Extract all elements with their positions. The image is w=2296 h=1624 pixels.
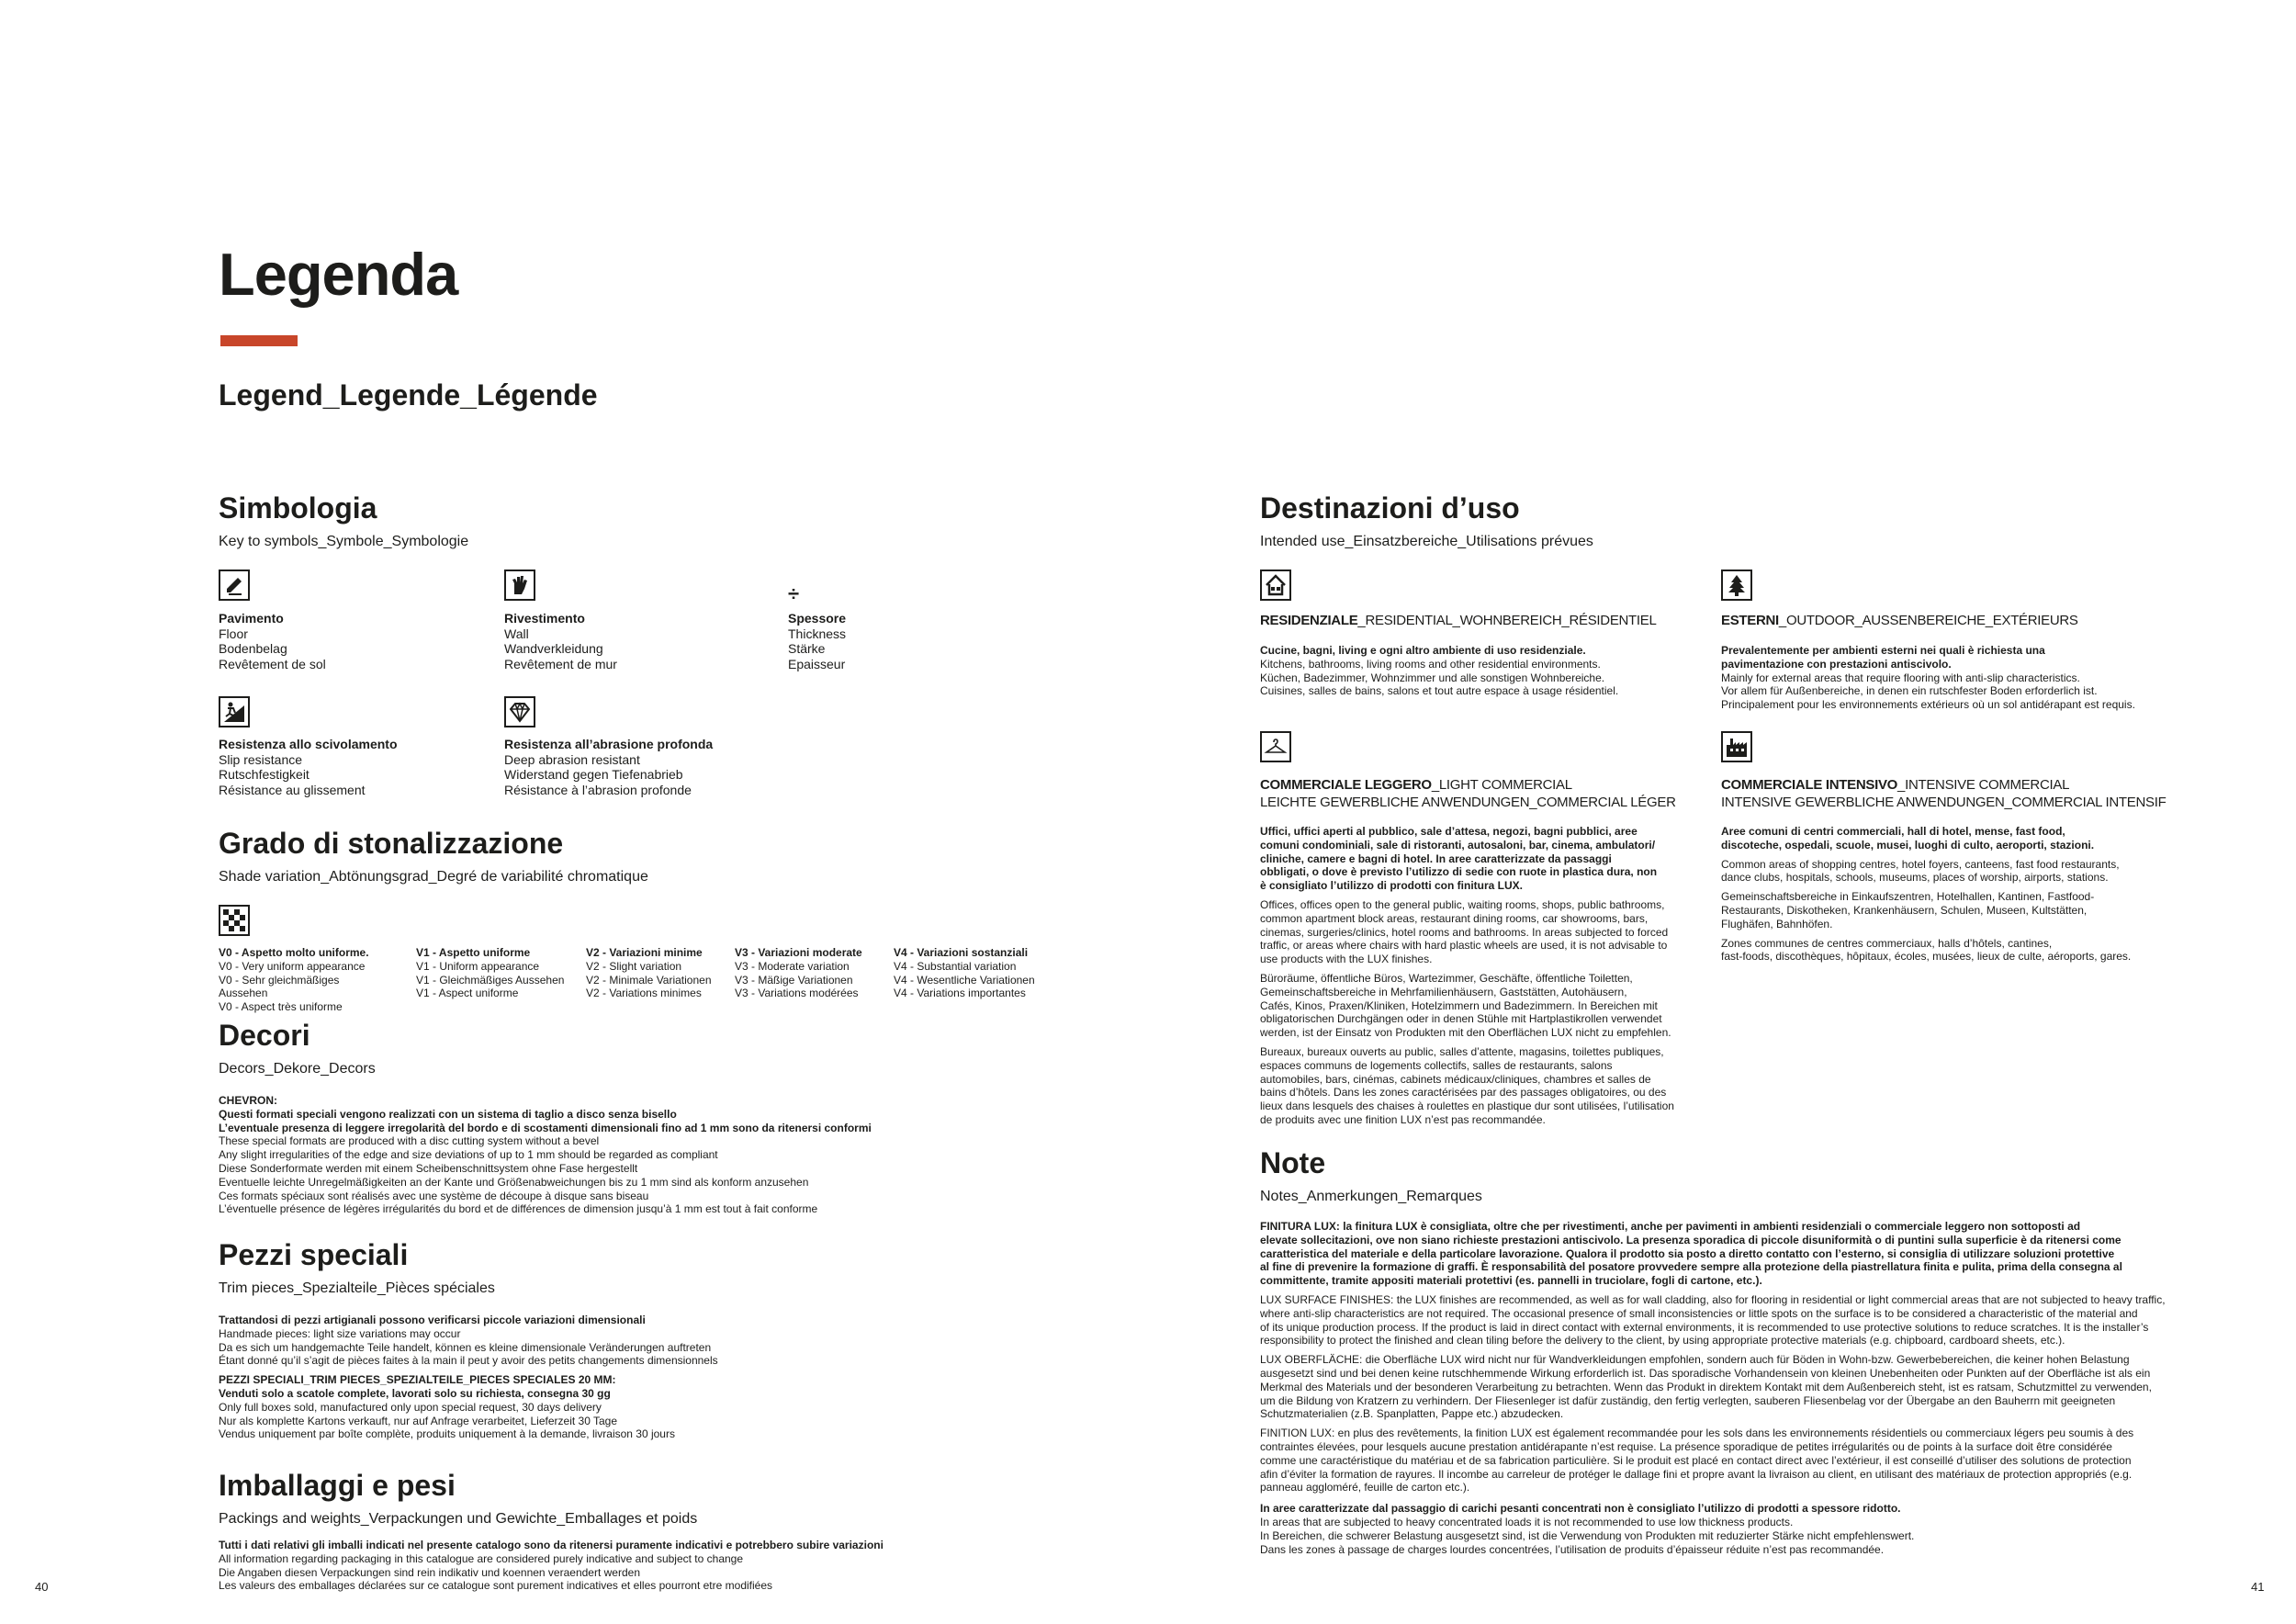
esterni-bold-line-1: Prevalentemente per ambienti esterni nei quali è richiesta una	[1721, 644, 2045, 657]
pezzi-line-5: Nur als komplette Kartons verkauft, nur auf Anfrage verarbeitet, Lieferzeit 30 Tage	[219, 1414, 618, 1427]
residenziale-body	[1260, 644, 1701, 698]
pezzi-line-2: Da es sich um handgemachte Teile handelt, können es kleine dimensionale Veränderungen auftreten	[219, 1340, 712, 1354]
simbologia-subheading: Key to symbols_Symbole_Symbologie	[219, 533, 469, 549]
note-subheading: Notes_Anmerkungen_Remarques	[1260, 1188, 1482, 1204]
leggero-de-2: Gemeinschaftsbereiche in Mehrfamilienhäusern, Gaststätten, Autohäusern,	[1260, 985, 1627, 998]
note-de-2: ausgesetzt sind und bei denen keine rutschhemmende Wirkung erforderlich ist. Das sporadische Vorhandensein von kleinen Unebenheiten oder Punkten auf der Oberfläche ist als ein	[1260, 1366, 2151, 1380]
leggero-bold-3: cliniche, camere e bagni di hotel. In aree caratterizzate da passaggi	[1260, 851, 1612, 865]
pavimento-title: Pavimento	[219, 611, 284, 626]
pavimento-fr: Revêtement de sol	[219, 656, 326, 671]
tree-icon	[1721, 570, 1752, 601]
abrasione-fr: Résistance à l’abrasion profonde	[504, 782, 692, 797]
intensivo-fr-1: Zones communes de centres commerciaux, halls d’hôtels, cantines,	[1721, 936, 2053, 950]
note-thickness-en: In areas that are subjected to heavy concentrated loads it is not recommended to use low thickness products.	[1260, 1515, 1794, 1528]
decori-bold-line-2: L’eventuale presenza di leggere irregolarità del bordo e di scostamenti dimensionali fino ad 1 mm sono da ritenersi conformi	[219, 1121, 872, 1134]
wall-icon	[504, 570, 535, 601]
leggero-title-line-2: LEICHTE GEWERBLICHE ANWENDUNGEN_COMMERCIAL LÉGER	[1260, 795, 1676, 810]
shade-v4-en: V4 - Substantial variation	[894, 959, 1017, 973]
pezzi-line-4: Only full boxes sold, manufactured only upon special request, 30 days delivery	[219, 1400, 602, 1414]
shade-col-v3	[735, 946, 895, 1000]
factory-icon	[1721, 731, 1752, 762]
pezzi-section	[219, 1240, 495, 1297]
note-it-3: caratteristica del materiale e della particolare lavorazione. Qualora il prodotto sia posto a diretto contatto con l’esterno, si consiglia di utilizzare soluzioni protettive	[1260, 1246, 2115, 1260]
shade-v0-fr: V0 - Aspect très uniforme	[219, 1000, 343, 1014]
imballaggi-line-3: Les valeurs des emballages déclarées sur ce catalogue sont purement indicatives et elles pourront etre modifiées	[219, 1579, 772, 1593]
note-thickness-fr: Dans les zones à passage de charges lourdes concentrées, l’utilisation de produits d’épaisseur réduite n’est pas recommandée.	[1260, 1542, 1885, 1556]
leggero-fr-6: de produits avec une finition LUX n’est pas recommandée.	[1260, 1112, 1546, 1126]
shade-col-v1	[416, 946, 581, 1000]
note-en-1: LUX SURFACE FINISHES: the LUX finishes are recommended, as well as for wall cladding, also for flooring in residential or light commercial areas that are not subjected to heavy traffic,	[1260, 1292, 2166, 1306]
esterni-title	[1721, 612, 2078, 629]
intensivo-title-bold: COMMERCIALE INTENSIVO	[1721, 777, 1898, 793]
abrasione-en: Deep abrasion resistant	[504, 751, 640, 767]
destinazioni-section	[1260, 493, 1593, 550]
shade-v3-title: V3 - Variazioni moderate	[735, 946, 862, 959]
decori-line-2: Any slight irregularities of the edge and size deviations of up to 1 mm should be regarded as compliant	[219, 1148, 718, 1162]
abrasione-title: Resistenza all’abrasione profonda	[504, 737, 714, 751]
title-accent-bar	[220, 335, 298, 346]
imballaggi-line-1: All information regarding packaging in this catalogue are considered purely indicative and subject to change	[219, 1551, 744, 1565]
shade-col-v4	[894, 946, 1064, 1000]
intensivo-fr-2: fast-foods, discothèques, hôpitaux, écoles, musées, lieux de culte, aéroports, gares.	[1721, 950, 2132, 964]
note-fr-3: comme une caractéristique du matériau et de sa fabrication particulière. Si le produit est placé en contact direct avec l’extérieur, il est conseillé d’utiliser des solutions de protection	[1260, 1453, 2132, 1467]
note-de-4: um die Bildung von Kratzern zu verhindern. Der Fliesenleger ist dafür zuständig, den fertig verlegten, sauberen Fliesenbelag vor der Übergabe an den Bauherrn mit geeigneten	[1260, 1393, 2116, 1407]
imballaggi-body	[219, 1539, 884, 1593]
pavimento-de: Bodenbelag	[219, 641, 287, 656]
spessore-en: Thickness	[788, 626, 847, 641]
leggero-title-rest: _LIGHT COMMERCIAL	[1431, 777, 1572, 793]
decori-body	[219, 1094, 872, 1216]
slip-resistance-icon	[219, 696, 250, 727]
note-body	[1260, 1220, 2188, 1556]
shade-v3-en: V3 - Moderate variation	[735, 959, 850, 973]
house-icon	[1260, 570, 1291, 601]
intensivo-title-line-2: INTENSIVE GEWERBLICHE ANWENDUNGEN_COMMERCIAL INTENSIF	[1721, 795, 2167, 810]
simbologia-heading: Simbologia	[219, 491, 377, 524]
leggero-en-3: cinemas, surgeries/clinics, hotel rooms and bathrooms. In areas subjected to forced	[1260, 925, 1669, 939]
leggero-bold-2: comuni condominiali, sale di ristoranti, autosaloni, bar, cinema, ambulatori/	[1260, 838, 1656, 851]
shade-v1-fr: V1 - Aspect uniforme	[416, 987, 519, 1000]
scivolamento-label	[219, 737, 398, 797]
leggero-body	[1260, 825, 1701, 1127]
decori-line-3: Diese Sonderformate werden mit einem Scheibenschnittsystem ohne Fase hergestellt	[219, 1161, 638, 1175]
esterni-title-rest: _OUTDOOR_AUSSENBEREICHE_EXTÉRIEURS	[1778, 613, 2078, 628]
shade-v4-de: V4 - Wesentliche Variationen	[894, 973, 1035, 987]
leggero-bold-1: Uffici, uffici aperti al pubblico, sale d’attesa, negozi, bagni pubblici, aree	[1260, 825, 1638, 838]
shade-v2-en: V2 - Slight variation	[586, 959, 682, 973]
decori-heading: Decori	[219, 1019, 310, 1052]
note-fr-5: panneau aggloméré, feuille de carton etc.).	[1260, 1481, 1470, 1494]
page-number-left: 40	[35, 1580, 49, 1594]
rivestimento-de: Wandverkleidung	[504, 641, 603, 656]
abrasione-label	[504, 737, 713, 797]
decori-chevron-label: CHEVRON:	[219, 1094, 278, 1107]
rivestimento-en: Wall	[504, 626, 529, 641]
decori-line-5: Ces formats spéciaux sont réalisés avec une système de découpe à disque sans biseau	[219, 1189, 649, 1202]
esterni-bold-line-2: pavimentazione con prestazioni antiscivolo.	[1721, 657, 1952, 671]
grado-subheading: Shade variation_Abtönungsgrad_Degré de variabilité chromatique	[219, 868, 648, 885]
leggero-de-3: Cafés, Kinos, Praxen/Kliniken, Hotelzimmern und Badezimmern. In Bereichen mit	[1260, 998, 1658, 1012]
leggero-de-4: obligatorischen Durchgängen oder in denen Stühle mit Hartplastikrollen verwendet	[1260, 1012, 1662, 1026]
scivolamento-de: Rutschfestigkeit	[219, 767, 310, 782]
imballaggi-heading: Imballaggi e pesi	[219, 1469, 456, 1502]
intensivo-title-rest: _INTENSIVE COMMERCIAL	[1897, 777, 2070, 793]
decori-subheading: Decors_Dekore_Decors	[219, 1060, 376, 1077]
simbologia-section	[219, 493, 468, 550]
shade-col-v0	[219, 946, 388, 1014]
note-section	[1260, 1148, 1482, 1205]
note-fr-1: FINITION LUX: en plus des revêtements, la finition LUX est également recommandée pour les sols dans les environnements résidentiels ou commerciaux légers peu soumis à des	[1260, 1427, 2134, 1440]
leggero-fr-2: espaces communs de logements collectifs, salles de restaurants, salons	[1260, 1058, 1613, 1072]
page-subtitle: Legend_Legende_Légende	[219, 378, 598, 412]
residenziale-title-rest: _RESIDENTIAL_WOHNBEREICH_RÉSIDENTIEL	[1357, 613, 1657, 628]
note-de-3: Merkmal des Materials und der besonderen Verarbeitung zu betrachten. Wenn das Produkt in direktem Kontakt mit dem Außenbereich steht, ist es ratsam, Schutzmittel zu verwenden,	[1260, 1380, 2152, 1393]
grado-heading: Grado di stonalizzazione	[219, 827, 564, 860]
esterni-fr: Principalement pour les environnements extérieurs où un sol antidérapant est requis.	[1721, 698, 2135, 712]
decori-line-6: L’éventuelle présence de légères irrégularités du bord et de différences de dimension jusqu’à 1 mm est tout à fait conforme	[219, 1202, 818, 1216]
rivestimento-label	[504, 611, 617, 671]
leggero-fr-3: automobiles, bars, cinémas, cabinets médicaux/cliniques, chambres et salles de	[1260, 1072, 1651, 1086]
shade-v1-title: V1 - Aspetto uniforme	[416, 946, 531, 959]
rivestimento-fr: Revêtement de mur	[504, 656, 617, 671]
imballaggi-subheading: Packings and weights_Verpackungen und Gewichte_Emballages et poids	[219, 1510, 698, 1527]
shade-v4-fr: V4 - Variations importantes	[894, 987, 1026, 1000]
note-fr-2: contraintes élevées, pour lesquels aucune prestation antidérapante n’est requise. La présence sporadique de petites irrégularités ou de points à la surface doit être considérée	[1260, 1439, 2112, 1453]
destinazioni-heading: Destinazioni d’uso	[1260, 491, 1520, 524]
shade-v0-title: V0 - Aspetto molto uniforme.	[219, 946, 369, 959]
pezzi-bold-line-3: Venduti solo a scatole complete, lavorati solo su richiesta, consegna 30 gg	[219, 1386, 611, 1400]
note-thickness-de: In Bereichen, die schwerer Belastung ausgesetzt sind, ist die Verwendung von Produkten mit reduzierter Stärke nicht empfehlenswert.	[1260, 1528, 1915, 1542]
residenziale-de: Küchen, Badezimmer, Wohnzimmer und alle sonstigen Wohnbereiche.	[1260, 671, 1605, 684]
intensivo-title	[1721, 776, 2166, 811]
spessore-de: Stärke	[788, 641, 826, 656]
leggero-de-5: werden, ist der Einsatz von Produkten mit den Oberflächen LUX nicht zu empfehlen.	[1260, 1026, 1671, 1040]
hanger-icon	[1260, 731, 1291, 762]
spessore-label	[788, 611, 846, 671]
intensivo-de-2: Restaurants, Diskotheken, Krankenhäusern, Schulen, Museen, Kultstätten,	[1721, 903, 2088, 917]
pezzi-line-3: Étant donné qu’il s’agit de pièces faites à la main il peut y avoir des petits changements dimensionnels	[219, 1354, 718, 1368]
shade-v0-en: V0 - Very uniform appearance	[219, 959, 366, 973]
leggero-title-bold: COMMERCIALE LEGGERO	[1260, 777, 1432, 793]
note-it-5: committente, tramite appositi materiali protettivi (es. pannelli in truciolare, fogli di cartone, etc.).	[1260, 1274, 1762, 1288]
pezzi-bold-line-2: PEZZI SPECIALI_TRIM PIECES_SPEZIALTEILE_PIECES SPECIALES 20 MM:	[219, 1373, 616, 1387]
grado-section	[219, 829, 648, 885]
note-de-5: Schutzmaterialien (z.B. Spanplatten, Pappe etc.) abzudecken.	[1260, 1407, 1564, 1421]
pezzi-line-6: Vendus uniquement par boîte complète, produits uniquement à la demande, livraison 30 jours	[219, 1427, 675, 1441]
note-en-3: of its unique production process. If the product is laid in direct contact with external environments, it is recommended to use protective solutions to reduce scratches. It is the installer’s	[1260, 1320, 2149, 1334]
pezzi-line-1: Handmade pieces: light size variations may occur	[219, 1326, 461, 1340]
pavimento-label	[219, 611, 326, 671]
imballaggi-section	[219, 1471, 697, 1528]
note-it-4: al fine di prevenire la formazione di graffi. È responsabilità del posatore provvedere sempre alla protezione della piastrellatura finita e pulita, prima della consegna al	[1260, 1260, 2122, 1274]
rivestimento-title: Rivestimento	[504, 611, 585, 626]
shade-v3-fr: V3 - Variations modérées	[735, 987, 859, 1000]
decori-line-4: Eventuelle leichte Unregelmäßigkeiten an der Kante und Größenabweichungen bis zu 1 mm sind als konform anzusehen	[219, 1175, 809, 1189]
decori-bold-line-1: Questi formati speciali vengono realizzati con un sistema di taglio a disco senza bisello	[219, 1107, 677, 1121]
note-de-1: LUX OBERFLÄCHE: die Oberfläche LUX wird nicht nur für Wandverkleidungen empfohlen, sondern auch für Böden in Wohn-bzw. Gewerbebereichen, die keiner hohen Belastung	[1260, 1353, 2130, 1367]
decori-section	[219, 1021, 376, 1077]
intensivo-en-2: dance clubs, hospitals, schools, museums, places of worship, airports, stations.	[1721, 871, 2109, 885]
intensivo-de-1: Gemeinschaftsbereiche in Einkaufszentren, Hotelhallen, Kantinen, Fastfood-	[1721, 890, 2095, 904]
leggero-en-4: traffic, or areas where chairs with hard plastic wheels are used, it is not advisable to	[1260, 939, 1668, 953]
leggero-de-1: Büroräume, öffentliche Büros, Wartezimmer, Geschäfte, öffentliche Toiletten,	[1260, 971, 1633, 985]
shade-v4-title: V4 - Variazioni sostanziali	[894, 946, 1029, 959]
leggero-fr-5: lieux dans lesquels des chaises à roulettes en plastique dur sont utilisées, l’utilisation	[1260, 1100, 1674, 1113]
abrasione-de: Widerstand gegen Tiefenabrieb	[504, 767, 683, 782]
thickness-icon: ÷	[788, 582, 800, 605]
scivolamento-fr: Résistance au glissement	[219, 782, 366, 797]
note-en-2: where anti-slip characteristics are not required. The occasional presence of small inconsistencies or little spots on the surface is to be considered a characteristic of the material and	[1260, 1306, 2138, 1320]
intensivo-de-3: Flughäfen, Bahnhöfen.	[1721, 917, 1833, 930]
residenziale-bold-line: Cucine, bagni, living e ogni altro ambiente di uso residenziale.	[1260, 644, 1586, 657]
note-thickness-bold: In aree caratterizzate dal passaggio di carichi pesanti concentrati non è consigliato l’utilizzo di prodotti a spessore ridotto.	[1260, 1502, 1901, 1516]
shade-v1-de: V1 - Gleichmäßiges Aussehen	[416, 973, 565, 987]
residenziale-title-bold: RESIDENZIALE	[1260, 613, 1358, 628]
note-en-4: responsibility to protect the finished and clean tiling before the delivery to the client, by using appropriate protective materials (e.g. chipboard, cardboard sheets, etc.).	[1260, 1334, 2065, 1348]
shade-v0-de: V0 - Sehr gleichmäßiges Aussehen	[219, 973, 340, 1000]
residenziale-en: Kitchens, bathrooms, living rooms and other residential environments.	[1260, 657, 1601, 671]
spessore-title: Spessore	[788, 611, 847, 626]
note-it-2: elevate sollecitazioni, ove non siano richieste prestazioni antiscivolo. La presenza sporadica di piccole disuniformità o di puntini sulla superficie è da ritenersi come	[1260, 1233, 2122, 1246]
note-it-1: FINITURA LUX: la finitura LUX è consigliata, oltre che per rivestimenti, anche per pavimenti in ambienti residenziali o commerciale leggero non sottoposti ad	[1260, 1220, 2081, 1233]
imballaggi-bold-line: Tutti i dati relativi gli imballi indicati nel presente catalogo sono da ritenersi puramente indicativi e potrebbero subire variazioni	[219, 1539, 884, 1551]
shade-col-v2	[586, 946, 737, 1000]
leggero-title	[1260, 776, 1676, 811]
shade-variation-icon	[219, 905, 250, 936]
scivolamento-en: Slip resistance	[219, 751, 303, 767]
spessore-fr: Epaisseur	[788, 656, 846, 671]
shade-v1-en: V1 - Uniform appearance	[416, 959, 540, 973]
decori-line-1: These special formats are produced with a disc cutting system without a bevel	[219, 1134, 600, 1148]
pezzi-subheading: Trim pieces_Spezialteile_Pièces spéciales	[219, 1280, 495, 1296]
leggero-fr-4: bains d’hôtels. Dans les zones caractérisées par des passages obligatoires, ou des	[1260, 1086, 1667, 1100]
esterni-de: Vor allem für Außenbereiche, in denen ein rutschfester Boden erforderlich ist.	[1721, 684, 2098, 698]
imballaggi-line-2: Die Angaben diesen Verpackungen sind rein indikativ und koennen veraendert werden	[219, 1565, 640, 1579]
esterni-en: Mainly for external areas that require flooring with anti-slip characteristics.	[1721, 671, 2080, 684]
page-number-right: 41	[2251, 1580, 2265, 1594]
shade-v3-de: V3 - Mäßige Variationen	[735, 973, 853, 987]
intensivo-bold-2: discoteche, ospedali, scuole, musei, luoghi di culto, aeroporti, stazioni.	[1721, 838, 2095, 851]
pezzi-heading: Pezzi speciali	[219, 1238, 409, 1271]
note-heading: Note	[1260, 1146, 1326, 1179]
page-title: Legenda	[219, 241, 458, 308]
leggero-bold-4: obbligati, o dove è previsto l’utilizzo di sedie con ruote in plastica dura, non	[1260, 865, 1658, 879]
residenziale-title	[1260, 612, 1657, 629]
pezzi-bold-line-1: Trattandosi di pezzi artigianali possono verificarsi piccole variazioni dimensionali	[219, 1314, 646, 1326]
intensivo-en-1: Common areas of shopping centres, hotel foyers, canteens, fast food restaurants,	[1721, 857, 2120, 871]
destinazioni-subheading: Intended use_Einsatzbereiche_Utilisations prévues	[1260, 533, 1593, 549]
diamond-icon	[504, 696, 535, 727]
note-fr-4: afin d’éviter la formation de rayures. Il incombe au carreleur de protéger le dallage fini et propre avant la livraison au client, en utilisant des matériaux de protection appropriés (e.g.	[1260, 1467, 2133, 1481]
shade-v2-title: V2 - Variazioni minime	[586, 946, 703, 959]
leggero-en-1: Offices, offices open to the general public, waiting rooms, shops, public bathrooms,	[1260, 897, 1665, 911]
leggero-fr-1: Bureaux, bureaux ouverts au public, salles d’attente, magasins, toilettes publiques,	[1260, 1044, 1664, 1058]
shade-v2-fr: V2 - Variations minimes	[586, 987, 702, 1000]
esterni-title-bold: ESTERNI	[1721, 613, 1779, 628]
intensivo-bold-1: Aree comuni di centri commerciali, hall di hotel, mense, fast food,	[1721, 825, 2065, 838]
scivolamento-title: Resistenza allo scivolamento	[219, 737, 398, 751]
esterni-body	[1721, 644, 2180, 712]
residenziale-fr: Cuisines, salles de bains, salons et tout autre espace à usage résidentiel.	[1260, 684, 1619, 698]
leggero-en-5: use products with the LUX finishes.	[1260, 953, 1433, 966]
pavimento-en: Floor	[219, 626, 248, 641]
leggero-en-2: common apartment block areas, restaurant dining rooms, car showrooms, bars,	[1260, 911, 1649, 925]
intensivo-body	[1721, 825, 2180, 964]
shade-v2-de: V2 - Minimale Variationen	[586, 973, 712, 987]
leggero-bold-5: è consigliato l’utilizzo di prodotti con finitura LUX.	[1260, 879, 1523, 893]
floor-icon	[219, 570, 250, 601]
pezzi-body	[219, 1314, 718, 1441]
